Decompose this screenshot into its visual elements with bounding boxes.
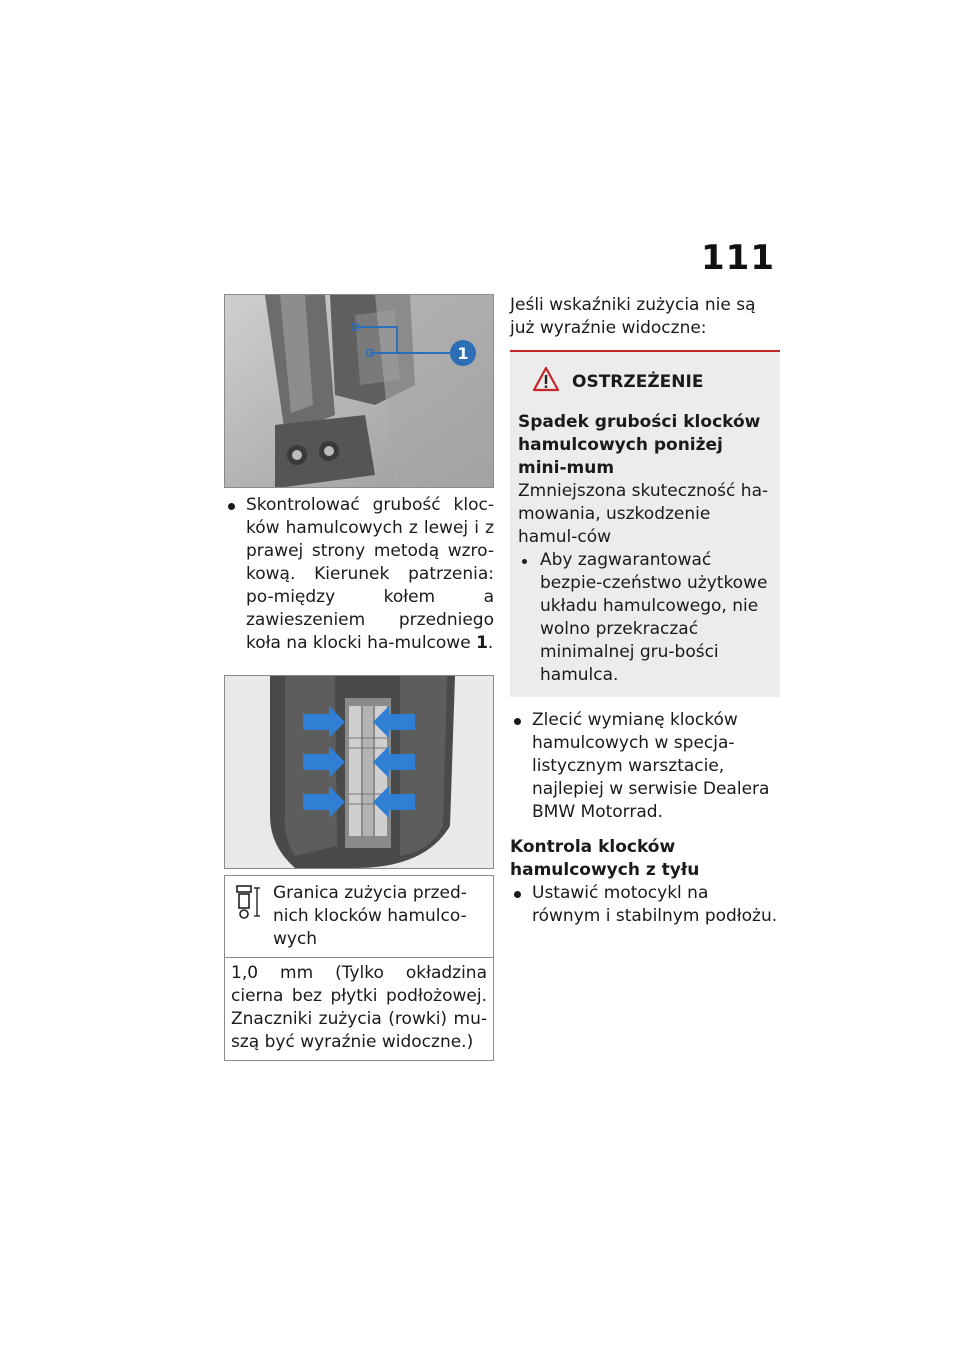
page-number: 111 [701,238,775,278]
warning-bullet [518,549,772,687]
warning-title: OSTRZEŻENIE [572,371,704,392]
warning-header [518,366,772,397]
brake-pad-wear-icon [235,884,263,927]
warning-box [510,352,780,697]
check-pads-text: Skontrolować grubość kloc-ków hamulcowych z lewej i z prawej strony metodą wzro-kową. Kierunek patrzenia: po-między kołem a zawieszeniem przedniego koła na klocki ha-mulcowe [246,495,494,653]
warning-triangle-icon [532,366,560,397]
wear-limit-value: 1,0 mm (Tylko okładzina cierna bez płytki podłożowej. Znaczniki zużycia (rowki) mu-szą być wyraźnie widoczne.) [231,963,487,1052]
warning-subtitle: Spadek grubości klocków hamulcowych poniżej mini-mum [518,412,761,478]
front-brake-caliper-image [224,294,494,488]
replace-pads-text: Zlecić wymianę klocków hamulcowych w specja-listycznym warsztacie, najlepiej w serwisie Dealera BMW Motorrad. [532,710,770,822]
wear-limit-label-row [225,876,493,958]
warning-bullet-text: Aby zagwarantować bezpie-czeństwo użytkowe układu hamulcowego, nie wolno przekraczać minimalnej gru-bości hamulca. [540,550,768,685]
check-pads-end: . [487,633,494,653]
replace-pads-instruction [510,709,780,824]
brake-pads-arrows-image [224,675,494,869]
intro-text: Jeśli wskaźniki zużycia nie są już wyraźnie widoczne: [510,295,756,338]
warning-body: Zmniejszona skuteczność ha-mowania, uszkodzenie hamul-ców [518,481,769,547]
callout-1-label: 1 [457,344,469,363]
left-column [224,294,494,1061]
wear-limit-label: Granica zużycia przed-nich klocków hamulco-wych [273,883,467,949]
reference-number: 1 [476,633,488,653]
bullet-dot [228,503,235,510]
rear-pads-heading: Kontrola klocków hamulcowych z tyłu [510,837,700,880]
bullet-dot [514,891,521,898]
park-motorcycle-text: Ustawić motocykl na równym i stabilnym podłożu. [532,883,778,926]
wear-limit-table [224,875,494,1061]
check-pads-instruction [224,494,494,655]
bullet-dot [514,718,521,725]
park-motorcycle-instruction [510,882,780,928]
bullet-dot [522,559,527,564]
right-column [510,294,780,928]
